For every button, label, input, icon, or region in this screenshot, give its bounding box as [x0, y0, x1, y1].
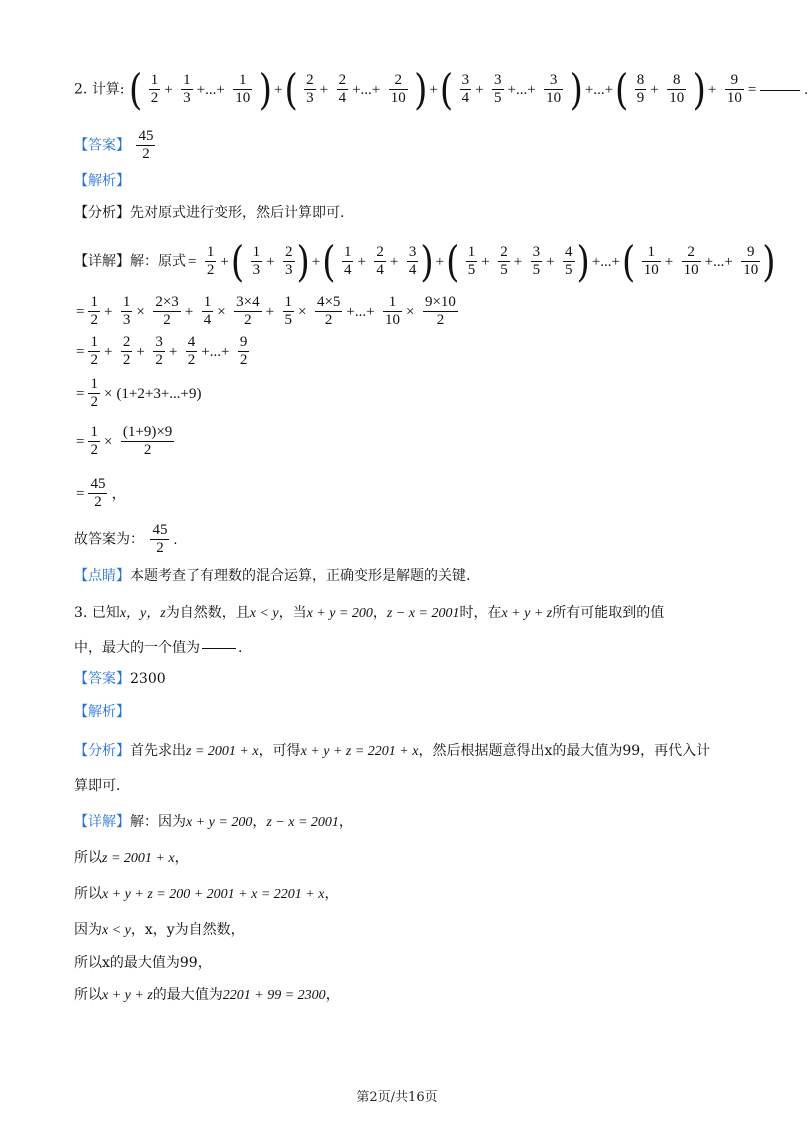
- q3-fenxi-b: ，可得: [258, 743, 301, 759]
- q3-answer-label: 【答案】: [74, 671, 130, 687]
- fenxi-text: 先对原式进行变形，然后计算即可.: [130, 205, 345, 221]
- q3-step3-eq: x + y + z = 200 + 2001 + x = 2201 + x: [102, 887, 325, 902]
- q3-answer-line: [74, 669, 166, 689]
- q3-line2-end: .: [238, 640, 243, 656]
- q2-analysis-label: 【解析】: [74, 173, 130, 189]
- answer-denominator: 2: [142, 146, 150, 162]
- q3-text-2: 为自然数，且: [165, 605, 250, 621]
- q3-step4-b: ，x，y为自然数，: [130, 922, 245, 938]
- q2-conclusion: 故答案为： $\frac{45}{2}$ .: [74, 522, 178, 556]
- q2-fenxi: [74, 203, 344, 223]
- q3-text-3: ，当: [278, 605, 307, 621]
- q3-question-line-1: 3. 已知x，y，z为自然数，且x < y，当x + y = 200，z − x = 2001时，在x + y + z所有可能取到的值: [74, 605, 665, 621]
- answer-numerator: 45: [138, 128, 154, 144]
- q3-expr: x + y + z: [501, 606, 553, 621]
- q3-step1-a: 解：因为: [130, 814, 186, 830]
- q2-xiangjie-line: 【详解】解：原式 = $\frac{1}{2}$ +( $\frac{1}{3}$ + $\frac{2}{3}$ ) +( $\frac{1}{4}$ + $\frac{2}{4}$ + $\frac{3}{4}$ ) +( $\frac{1}{5}$ + $\frac{2}{5}$ + $\frac{3}{5}$ + $\frac{4}{5}$ ) +...+( $\frac{1}{10}$ + $\frac{2}{10}$ +...+ $\frac{9}{10}$ ): [74, 236, 776, 287]
- q3-fenxi-line-1: [74, 741, 710, 762]
- q3-step3-a: 所以: [74, 886, 102, 902]
- q2-step-4: = $\frac{1}{2}$ × $\frac{(1+9)\times 9}{2}$: [76, 424, 173, 458]
- xiangjie-label: 【详解】: [74, 253, 130, 270]
- q3-step-3: 所以x + y + z = 200 + 2001 + x = 2201 + x，: [74, 886, 339, 902]
- q3-text-1: 已知: [91, 605, 120, 621]
- q3-line2: 中，最大的一个值为: [74, 640, 200, 656]
- q3-number: 3.: [74, 605, 88, 621]
- xiangjie-prefix: 解：原式: [130, 253, 186, 270]
- q2-prompt: 计算:: [91, 81, 125, 98]
- q2-question-line: 2. 计算: ( $\frac{1}{2}$ + $\frac{1}{3}$ +...+ $\frac{1}{10}$ ) +( $\frac{2}{3}$ + $\frac{2}{4}$ +...+ $\frac{2}{10}$ ) +( $\frac{3}{4}$ + $\frac{3}{5}$ +...+ $\frac{3}{10}$ ) +...+( $\frac{8}{9}$ + $\frac{8}{10}$ ) + $\frac{9}{10}$ = .: [74, 64, 809, 115]
- q3-step-4: [74, 920, 245, 941]
- q3-step-5: 所以x的最大值为99，: [74, 955, 212, 971]
- q2-dianjing: [74, 566, 470, 586]
- fenxi-label: 【分析】: [74, 205, 130, 221]
- q2-step-5: = $\frac{45}{2}$ ，: [76, 476, 127, 510]
- q3-step-2: 所以z = 2001 + x，: [74, 850, 189, 866]
- q3-text-4: 时，在: [459, 605, 502, 621]
- page-footer: 第2页/共16页: [356, 1090, 438, 1105]
- q3-eq2: z − x = 2001: [386, 606, 460, 621]
- q3-text-5: 所有可能取到的值: [552, 605, 665, 621]
- q3-step4-eq: x < y: [102, 923, 131, 938]
- q2-step-3: = $\frac{1}{2}$ × (1+2+3+...+9): [76, 376, 202, 410]
- q3-fenxi-line-2: 算即可.: [74, 778, 121, 794]
- q3-fenxi-eq1: z = 2001 + x: [186, 744, 259, 759]
- conclusion-text: 故答案为：: [74, 531, 144, 548]
- q3-analysis-label: 【解析】: [74, 704, 130, 720]
- q3-fenxi-eq2: x + y + z = 2201 + x: [300, 744, 419, 759]
- q3-step1-eq2: z − x = 2001: [266, 815, 339, 830]
- q3-vars: x，y，z: [119, 606, 166, 621]
- q3-question-line-2: [74, 638, 242, 658]
- q2-answer-line: [74, 128, 157, 163]
- q3-fenxi-label: 【分析】: [74, 743, 130, 759]
- q3-step6-a: 所以: [74, 987, 102, 1003]
- q3-step-1: 【详解】解：因为x + y = 200，z − x = 2001，: [74, 814, 353, 830]
- q3-step2-eq: z = 2001 + x: [102, 851, 175, 866]
- answer-blank: [760, 89, 800, 91]
- q3-step-6: 所以x + y + z的最大值为2201 + 99 = 2300，: [74, 987, 340, 1003]
- q3-answer-blank: [202, 647, 236, 649]
- q3-step2-a: 所以: [74, 850, 102, 866]
- q2-step-1: = $\frac{1}{2}$ + $\frac{1}{3}$ × $\frac{2\times 3}{2}$ + $\frac{1}{4}$ × $\frac{3\times 4}{2}$ + $\frac{1}{5}$ × $\frac{4\times 5}{2}$ +...+ $\frac{1}{10}$ × $\frac{9\times 10}{2}$: [76, 294, 456, 328]
- q3-step6-b: 的最大值为: [152, 987, 223, 1003]
- q3-step4-a: 因为: [74, 922, 102, 938]
- dianjing-label: 【点睛】: [74, 568, 130, 584]
- q3-step1-eq1: x + y = 200: [186, 815, 253, 830]
- q2-number: 2.: [74, 81, 88, 98]
- q3-step6-eq: 2201 + 99 = 2300: [222, 988, 326, 1003]
- q3-eq1: x + y = 200: [306, 606, 373, 621]
- q3-xiangjie-label: 【详解】: [74, 814, 130, 830]
- q3-fenxi-c: ，然后根据题意得出x的最大值为99，再代入计: [418, 743, 711, 759]
- q3-ineq: x < y: [249, 606, 279, 621]
- answer-label: 【答案】: [74, 137, 130, 154]
- dianjing-text: 本题考查了有理数的混合运算，正确变形是解题的关键.: [130, 568, 471, 584]
- q3-answer: 2300: [130, 671, 166, 687]
- q3-step6-expr: x + y + z: [102, 988, 153, 1003]
- q2-step-2: = $\frac{1}{2}$ + $\frac{2}{2}$ + $\frac{3}{2}$ + $\frac{4}{2}$ +...+ $\frac{9}{2}$: [76, 334, 248, 368]
- q3-fenxi-a: 首先求出: [130, 743, 186, 759]
